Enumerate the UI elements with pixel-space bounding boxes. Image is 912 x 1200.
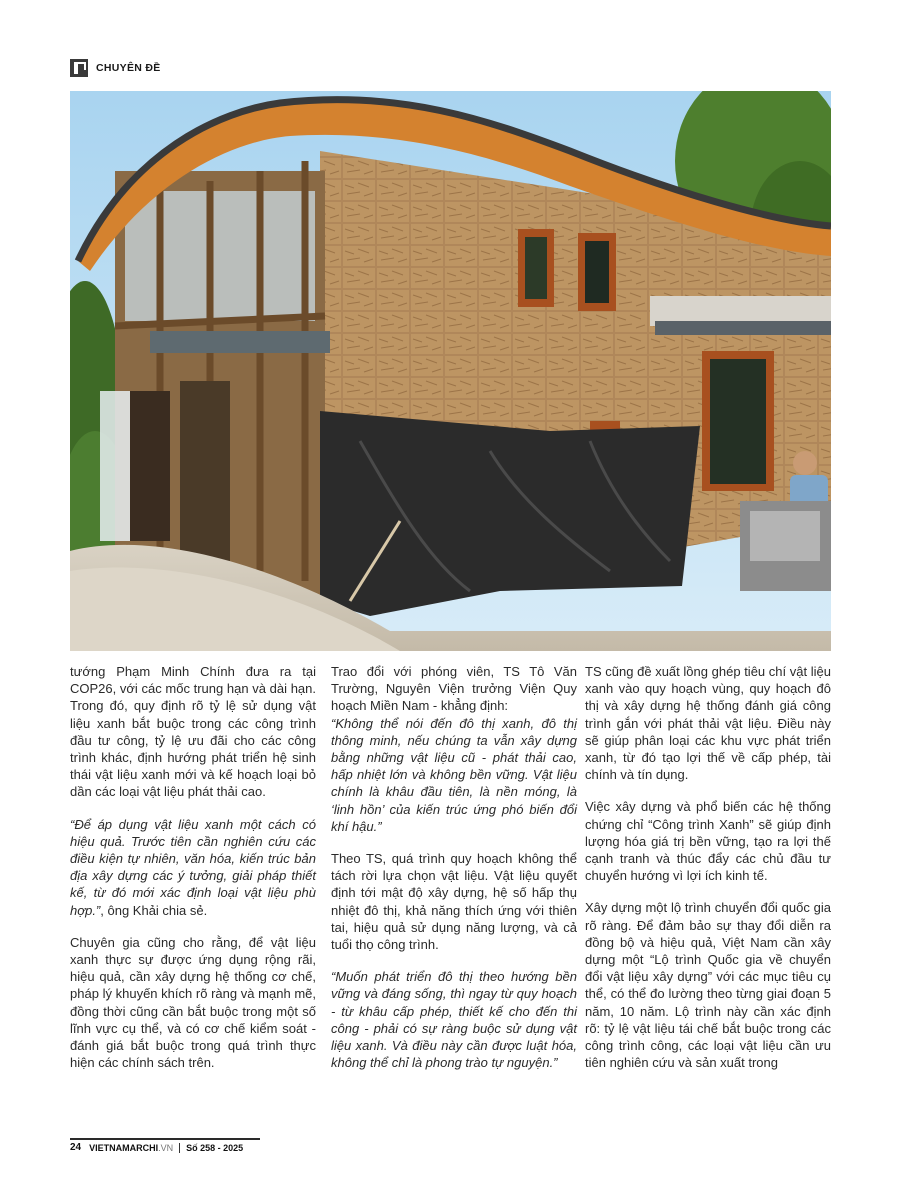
text-column-2	[331, 663, 577, 1086]
paragraph: Theo TS, quá trình quy hoạch không thể tách rời lựa chọn vật liệu. Vật liệu quyết định tới mật độ xây dựng, hệ số hấp thụ nhiệt đô thị, khả năng thích ứng với thiên tai, hiệu quả sử dụng năng lượng, và cả tuổi thọ công trình.	[331, 851, 577, 953]
brand-suffix: .VN	[158, 1142, 174, 1153]
paragraph: Chuyên gia cũng cho rằng, để vật liệu xanh thực sự được ứng dụng rộng rãi, hiệu quả, cần xây dựng hệ thống cơ chế, pháp lý khuyến khích rõ ràng và mạnh mẽ, đồng thời cũng cần bắt buộc trong một số lĩnh vực cụ thể, và có cơ chế kiểm soát - đánh giá bắt buộc trong quá trình thực hiện các chính sách trên.	[70, 934, 316, 1071]
page-footer	[70, 1138, 260, 1153]
paragraph-intro: Trao đổi với phóng viên, TS Tô Văn Trường, Nguyên Viện trưởng Viện Quy hoạch Miền Nam - khẳng định:	[331, 664, 577, 714]
quote-paragraph	[70, 816, 316, 919]
paragraph: tướng Phạm Minh Chính đưa ra tại COP26, với các mốc trung hạn và dài hạn. Trong đó, quy định rõ tỷ lệ sử dụng vật liệu xanh bắt buộc trong các công trình đầu tư công, tỷ lệ ưu đãi cho các công trình khác, định hướng phát triển hệ sinh thái vật liệu xanh mới và kế hoạch loại bỏ dần các loại vật liệu phát thải cao.	[70, 664, 316, 800]
paragraph-with-quote	[331, 663, 577, 835]
paragraph: TS cũng đề xuất lồng ghép tiêu chí vật liệu xanh vào quy hoạch vùng, quy hoạch đô thị và xây dựng hệ thống đánh giá công trình gắn với phát thải vật liệu. Điều này sẽ giúp phân loại các khu vực phát triển xanh, từ đó tạo lợi thế về cấp phép, tài chính và tín dụng.	[585, 664, 831, 783]
page-number: 24	[70, 1142, 82, 1153]
magazine-logo-icon	[70, 59, 88, 77]
brand-name: VIETNAMARCHI	[89, 1142, 159, 1153]
quote-text: “Không thể nói đến đô thị xanh, đô thị thông minh, nếu chúng ta vẫn xây dựng bằng những vật liệu cũ - phát thải cao, hấp nhiệt lớn và không bền vững. Vật liệu chính là khâu đầu tiên, là nền móng, là ‘linh hồn’ của kiến trúc ứng phó biến đổi khí hậu.”	[331, 715, 577, 834]
straw-bale-house-photo	[70, 91, 831, 651]
paragraph: Việc xây dựng và phổ biến các hệ thống chứng chỉ “Công trình Xanh” sẽ giúp định lượng hóa giá trị bền vững, tạo ra lợi thế cạnh tranh và thúc đẩy các chủ đầu tư chuyển hướng vì lợi ích kinh tế.	[585, 799, 831, 884]
footer-divider	[179, 1143, 180, 1153]
text-column-3	[585, 663, 831, 1086]
paragraph: Xây dựng một lộ trình chuyển đổi quốc gia rõ ràng. Để đảm bảo sự thay đổi diễn ra đồng bộ và hiệu quả, Việt Nam cần xây dựng một “Lộ trình Quốc gia về chuyển đổi vật liệu xây dựng” với các mục tiêu cụ thể, có thể đo lường theo từng giai đoạn 5 năm, 10 năm. Lộ trình này cần xác định rõ: tỷ lệ vật liệu tái chế bắt buộc trong các công trình công, các loại vật liệu cần ưu tiên nghiên cứu và sản xuất trong	[585, 900, 831, 1071]
quote-attribution: , ông Khải chia sẻ.	[100, 902, 208, 918]
issue-number: Số 258 - 2025	[186, 1142, 244, 1153]
text-column-1	[70, 663, 316, 1086]
quote-paragraph: “Muốn phát triển đô thị theo hướng bền vững và đáng sống, thì ngay từ quy hoạch - từ khâu cấp phép, thiết kế cho đến thi công - phải có sự ràng buộc sử dụng vật liệu xanh. Và điều này cần được luật hóa, không thể chỉ là phong trào tự nguyện.”	[331, 969, 577, 1071]
page-header	[70, 58, 161, 78]
section-label: CHUYÊN ĐỀ	[96, 62, 161, 74]
quote-text: “Để áp dụng vật liệu xanh một cách có hiệu quả. Trước tiên cần nghiên cứu các điều kiện tự nhiên, văn hóa, kiến trúc bản địa xây dựng các ý tưởng, giải pháp thiết kế, từ đó mới xác định loại vật liệu phù hợp.”	[70, 816, 316, 918]
